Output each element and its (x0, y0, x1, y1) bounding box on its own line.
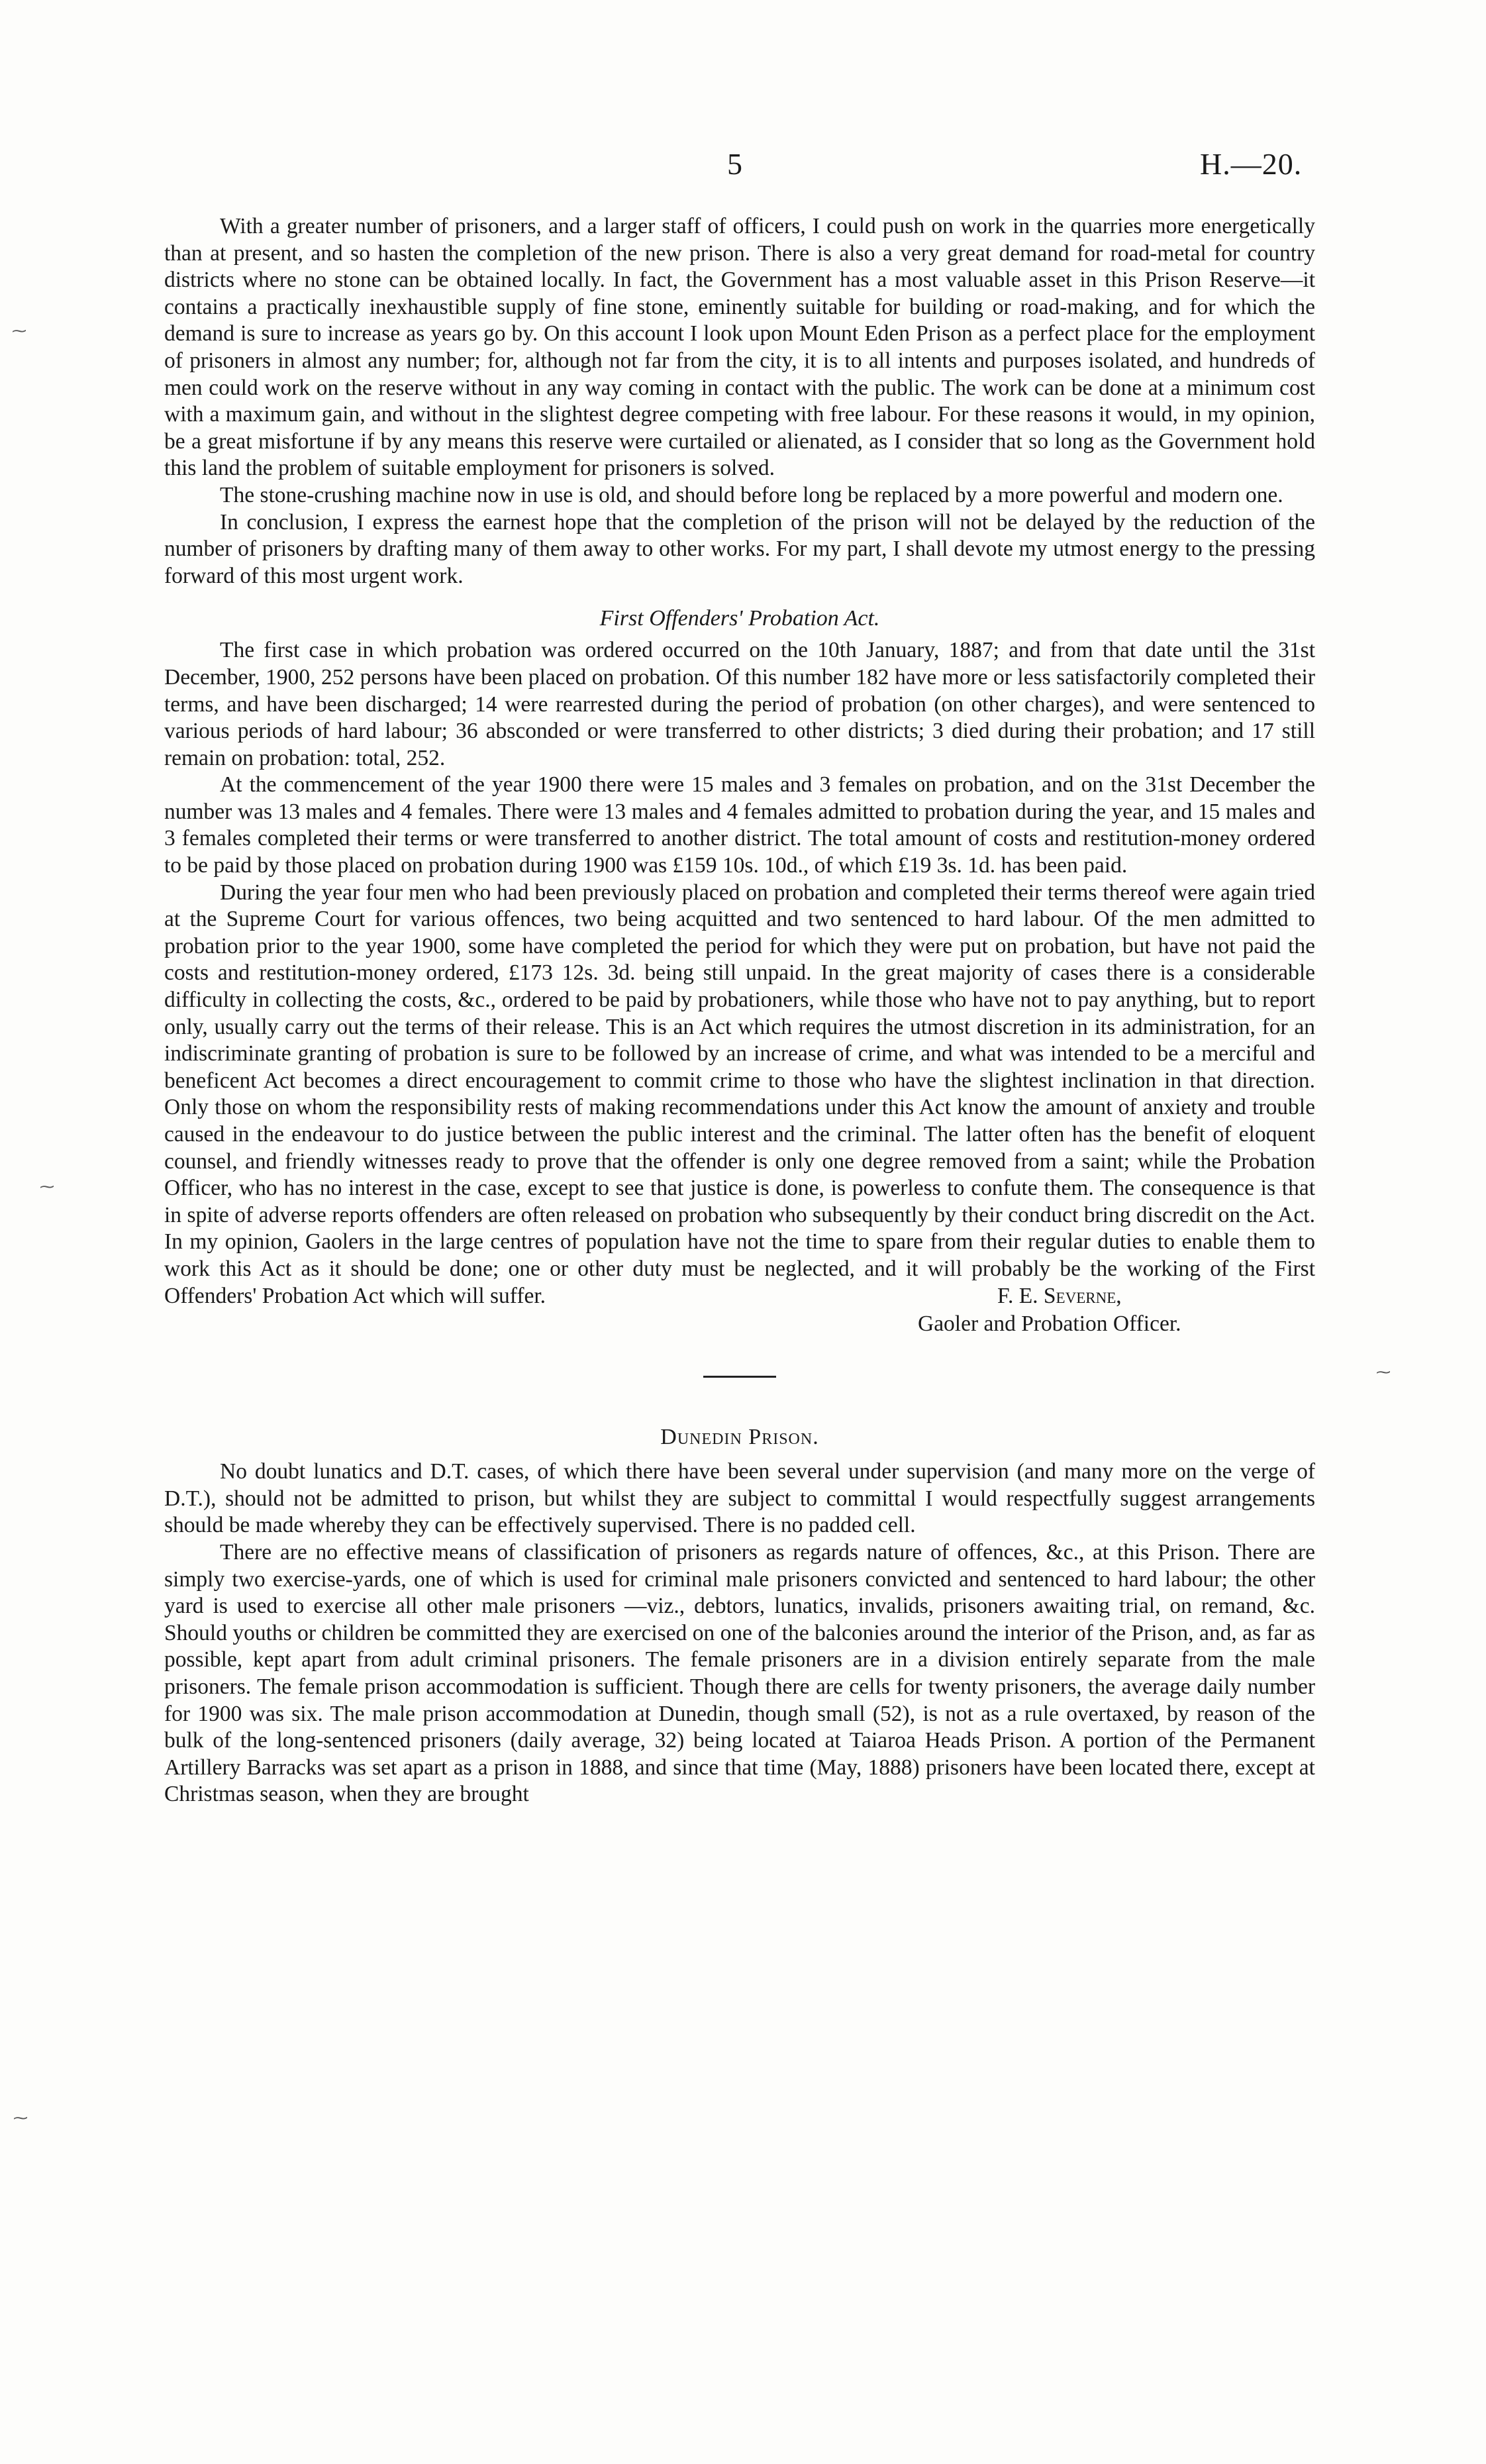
section-divider (703, 1376, 776, 1378)
body-text (164, 213, 1315, 1808)
section-title-probation: First Offenders' Probation Act. (599, 606, 880, 631)
margin-mark: ⁓ (1376, 1364, 1391, 1381)
paragraph: The first case in which probation was ordered occurred on the 10th January, 1887; and from that date until the 31st December, 1900, 252 persons have been placed on probation. Of this number 182 have more or less satisfactorily completed their terms, and have been discharged; 14 were rearrested during the period of probation (on other charges), and were sentenced to various periods of hard labour; 36 absconded or were transferred to other districts; 3 died during their probation; and 17 still remain on probation: total, 252. (164, 638, 1315, 770)
page-header (0, 144, 1486, 191)
signature-name: F. E. Severne, (997, 1284, 1122, 1309)
paragraph: There are no effective means of classification of prisoners as regards nature of offences, &c., at this Prison. There are simply two exercise-yards, one of which is used for criminal male prisoners convicted and sentenced to hard labour; the other yard is used to exercise all other male prisoners —viz., debtors, lunatics, invalids, prisoners awaiting trial, on remand, &c. Should youths or children be committed they are exercised on one of the balconies around the interior of the Prison, and, as far as possible, kept apart from adult criminal prisoners. The female prisoners are in a division entirely separate from the male prisoners. The female prison accommodation is sufficient. Though there are cells for twenty prisoners, the average daily number for 1900 was six. The male prison accommodation at Dunedin, though small (52), is not as a rule overtaxed, by reason of the bulk of the long-sentenced prisoners (daily average, 32) being located at Taiaroa Heads Prison. A portion of the Permanent Artillery Barracks was set apart as a prison in 1888, and since that time (May, 1888) prisoners have been located there, except at Christmas season, when they are brought (164, 1539, 1315, 1807)
document-reference: H.—20. (1200, 147, 1303, 181)
dunedin-section (164, 1424, 1315, 1808)
paragraph: In conclusion, I express the earnest hope that the completion of the prison will not be delayed by the reduction of the number of prisoners by drafting many of them away to other works. For my part, I shall devote my utmost energy to the pressing forward of this most urgent work. (164, 509, 1315, 588)
signature-title: Gaoler and Probation Officer. (918, 1311, 1181, 1337)
probation-section (164, 605, 1315, 1364)
paragraph: At the commencement of the year 1900 there were 15 males and 3 females on probation, and on the 31st December the number was 13 males and 4 females. There were 13 males and 4 females admitted to probation during the year, and 15 males and 3 females completed their terms or were transferred to another district. The total amount of costs and restitution-money ordered to be paid by those placed on probation during 1900 was £159 10s. 10d., of which £19 3s. 1d. has been paid. (164, 772, 1315, 878)
margin-mark: ⁓ (12, 323, 26, 340)
page-number: 5 (727, 147, 742, 181)
paragraph: No doubt lunatics and D.T. cases, of which there have been several under supervision (and many more on the verge of D.T.), should not be admitted to prison, but whilst they are subject to committal I would respectfully suggest arrangements should be made whereby they can be effectively supervised. There is no padded cell. (164, 1459, 1315, 1538)
paragraph: With a greater number of prisoners, and a larger staff of officers, I could push on work in the quarries more energetically than at present, and so hasten the completion of the new prison. There is also a very great demand for road-metal for country districts where no stone can be obtained locally. In fact, the Government has a most valuable asset in this Prison Reserve—it contains a practically inexhaustible supply of fine stone, eminently suitable for building or road-making, and for which the demand is sure to increase as years go by. On this account I look upon Mount Eden Prison as a perfect place for the employment of prisoners in almost any number; for, although not far from the city, it is to all intents and purposes isolated, and hundreds of men could work on the reserve without in any way coming in contact with the public. The work can be done at a minimum cost with a maximum gain, and without in the slightest degree competing with free labour. For these reasons it would, in my opinion, be a great misfortune if by any means this reserve were curtailed or alienated, as I consider that so long as the Government hold this land the problem of suitable employment for prisoners is solved. (164, 214, 1315, 481)
margin-mark: ⁓ (13, 2110, 28, 2127)
mount-eden-section (164, 213, 1315, 590)
signature-block (164, 1284, 1315, 1364)
paragraph: During the year four men who had been previously placed on probation and completed their terms thereof were again tried at the Supreme Court for various offences, two being acquitted and two sentenced to hard labour. Of the men admitted to probation prior to the year 1900, some have completed the period for which they were put on probation, but have not paid the costs and restitution-money ordered, £173 12s. 3d. being still unpaid. In the great majority of cases there is a considerable difficulty in collecting the costs, &c., ordered to be paid by probationers, while those who have not to pay anything, but to report only, usually carry out the terms of their release. This is an Act which requires the utmost discretion in its administration, for an indiscriminate granting of probation is sure to be followed by an increase of crime, and what was intended to be a merciful and beneficent Act becomes a direct encouragement to commit crime to those who have the slightest inclination in that direction. Only those on whom the responsibility rests of making recommendations under this Act know the amount of anxiety and trouble caused in the endeavour to do justice between the public interest and the criminal. The latter often has the benefit of eloquent counsel, and friendly witnesses ready to prove that the offender is only one degree removed from a saint; while the Probation Officer, who has no interest in the case, except to see that justice is done, is powerless to confute them. The consequence is that in spite of adverse reports offenders are often released on probation who subsequently by their conduct bring discredit on the Act. In my opinion, Gaolers in the large centres of population have not the time to spare from their regular duties to enable them to work this Act as it should be done; one or other duty must be neglected, and it will probably be the working of the First Offenders' Probation Act which will suffer. (164, 880, 1315, 1308)
section-title-dunedin: Dunedin Prison. (660, 1425, 819, 1450)
paragraph: The stone-crushing machine now in use is old, and should before long be replaced by a more powerful and modern one. (220, 482, 1283, 507)
margin-mark: ⁓ (40, 1179, 54, 1196)
